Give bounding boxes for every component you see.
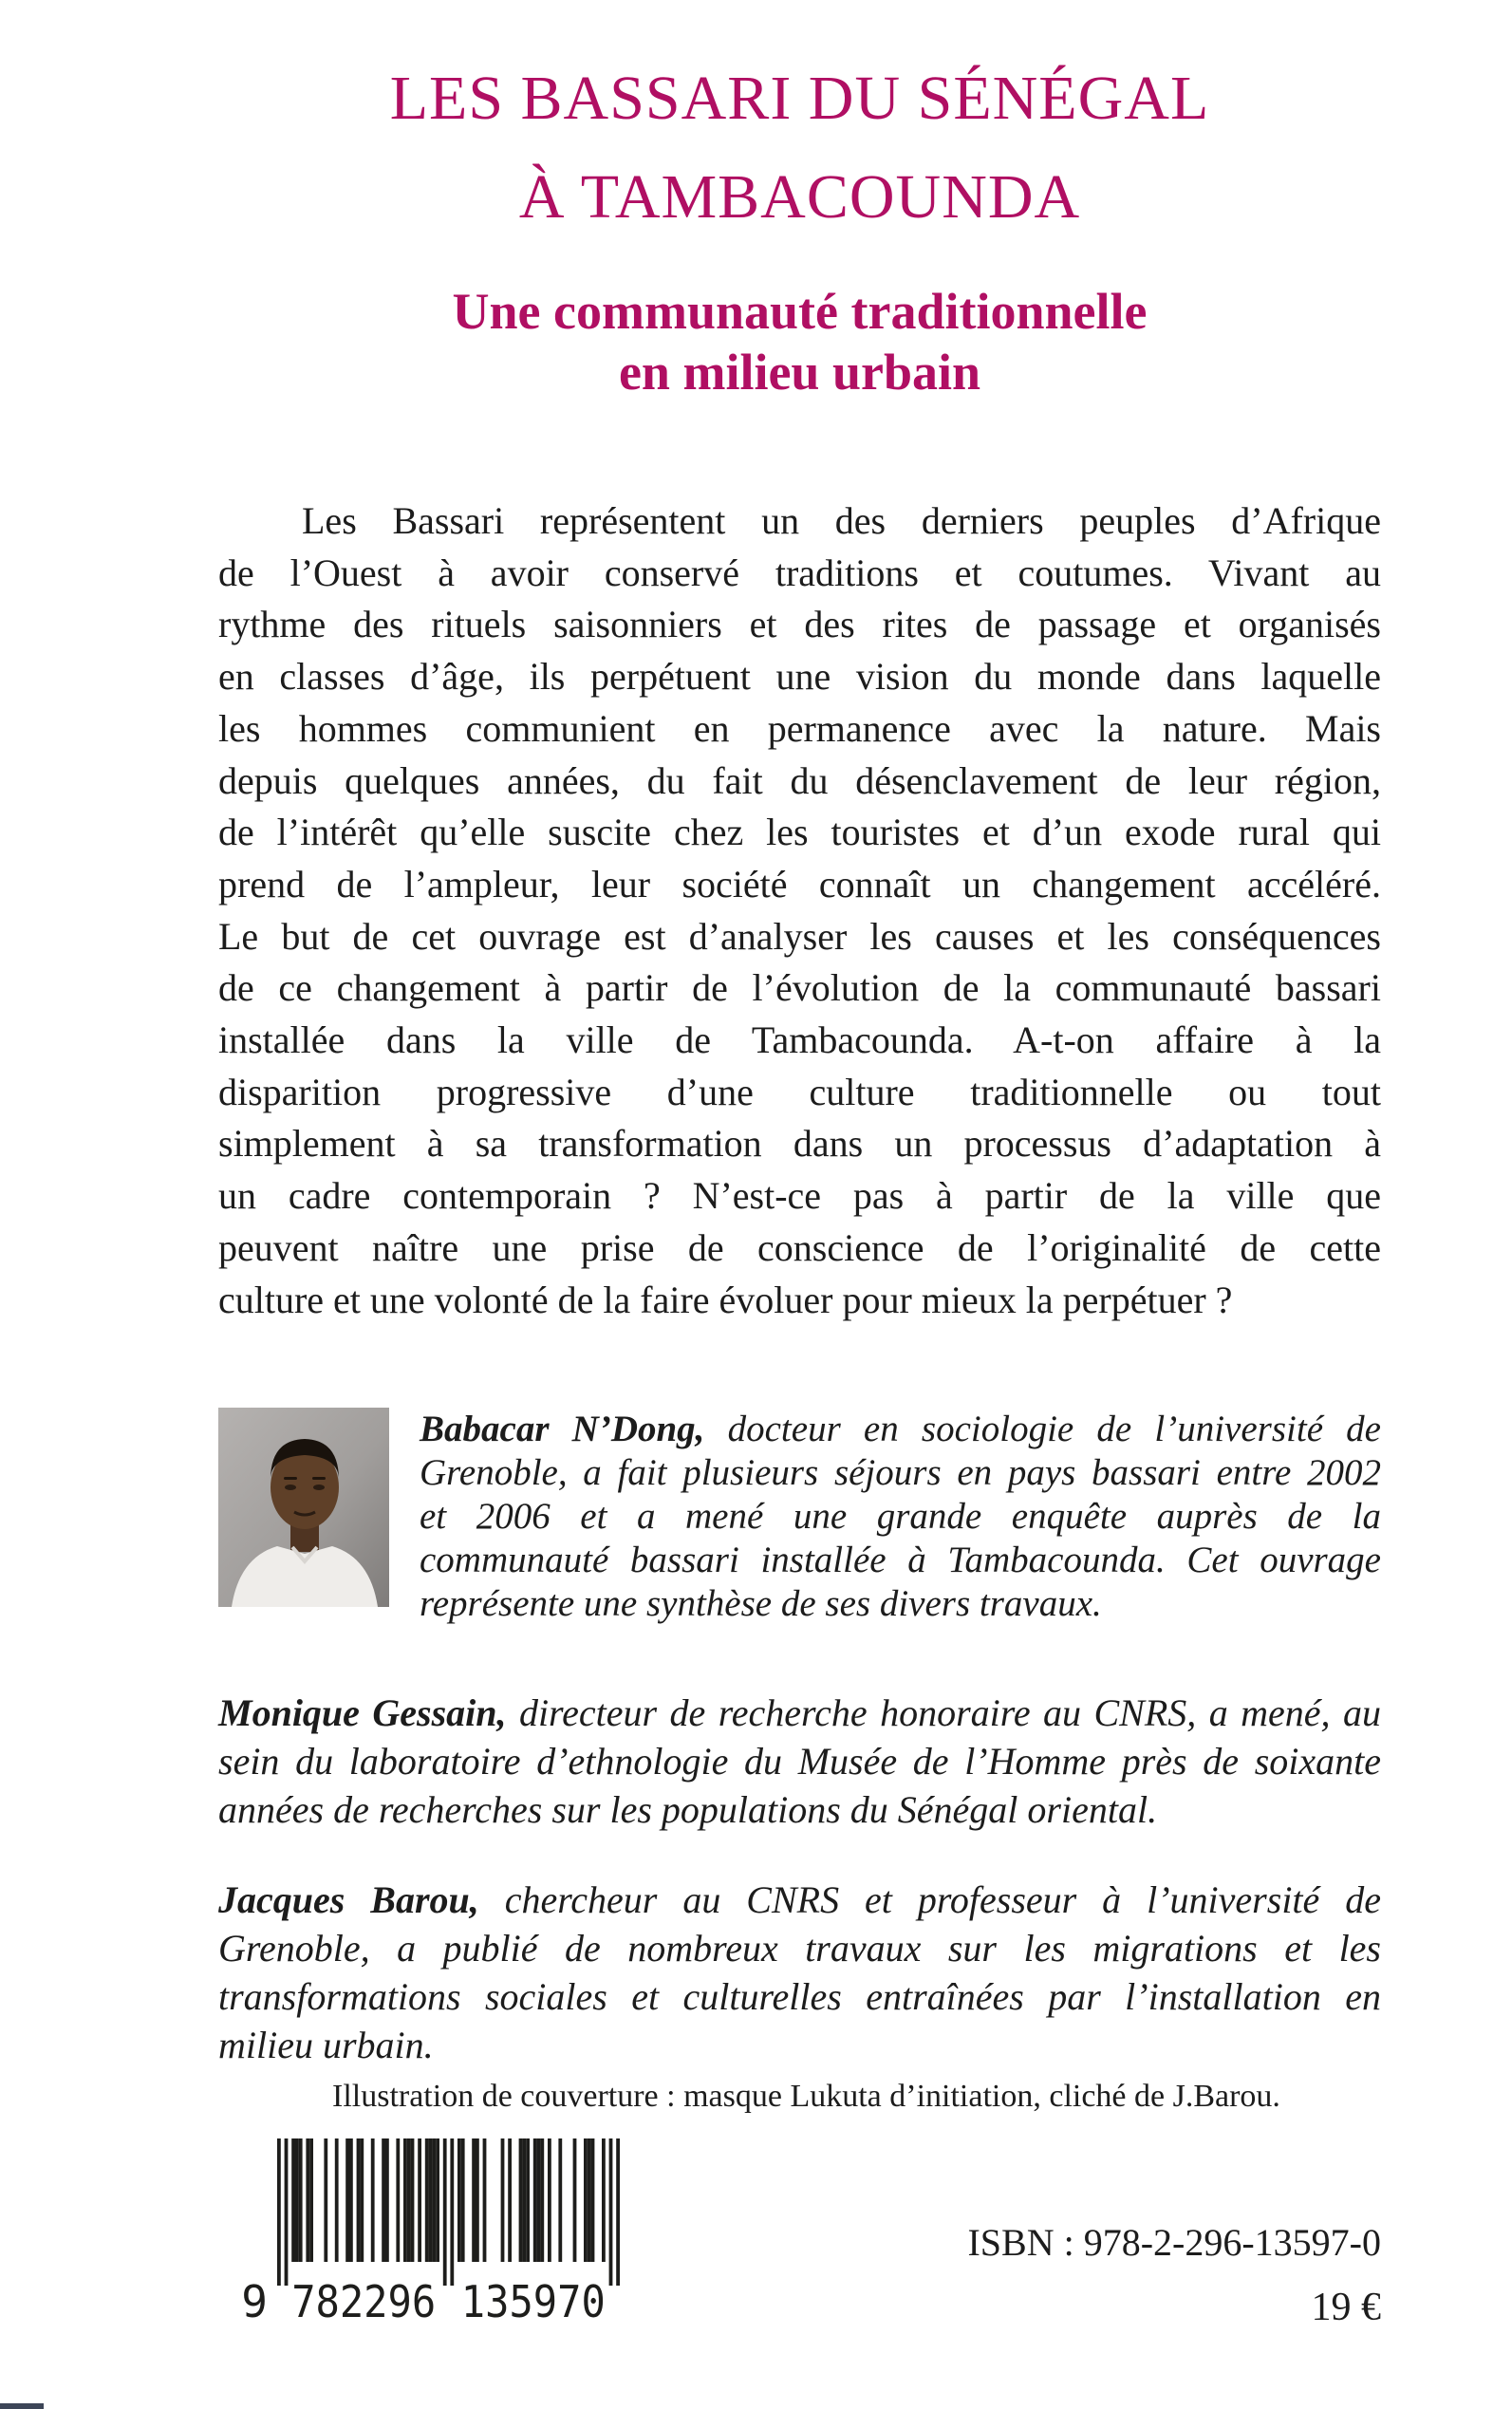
text-line: Jacques Barou, chercheur au CNRS et professeur à l’université de [218,1878,1381,1922]
author-name: Monique Gessain, [218,1691,507,1735]
text-line: simplement à sa transformation dans un processus d’adaptation à [218,1122,1381,1166]
ean13-barcode [220,2138,628,2325]
author-photo [218,1408,389,1607]
author-bio-babacar-ndong [420,1408,1381,1626]
text-line: Monique Gessain, directeur de recherche honoraire au CNRS, a mené, au [218,1691,1381,1735]
text-line: milieu urbain. [218,2024,434,2067]
barcode-digits-right: 135970 [460,2276,606,2325]
book-title-line-2: À TAMBACOUNDA [518,162,1081,232]
price-text: 19 € [1311,2286,1381,2329]
author-bio-monique-gessain [218,1689,1381,1834]
text-line: Les Bassari représentent un des derniers peuples d’Afrique [302,499,1381,542]
text-line: culture et une volonté de la faire évoluer pour mieux la perpétuer ? [218,1278,1233,1321]
barcode-graphic [220,2138,628,2325]
text-line: en classes d’âge, ils perpétuent une vision du monde dans laquelle [218,655,1381,699]
text-line: installée dans la ville de Tambacounda. A-t-on affaire à la [218,1018,1381,1062]
author-bio-jacques-barou [218,1876,1381,2069]
author-bio-row [218,1408,1381,1626]
text-line: représente une synthèse de ses divers travaux. [420,1583,1102,1625]
book-subtitle-line-2: en milieu urbain [618,344,981,401]
corner-mark [0,2403,44,2409]
text-line: communauté bassari installée à Tambacounda. Cet ouvrage [420,1540,1381,1581]
book-subtitle-line-1: Une communauté traditionnelle [452,283,1148,340]
text-line: depuis quelques années, du fait du désenclavement de leur région, [218,758,1381,802]
text-line: et 2006 et a mené une grande enquête auprès de la [420,1496,1381,1538]
text-line: rythme des rituels saisonniers et des rites de passage et organisés [218,603,1381,646]
text-line: Grenoble, a publié de nombreux travaux sur les migrations et les [218,1927,1381,1970]
text-line: peuvent naître une prise de conscience de l’originalité de cette [218,1225,1381,1269]
author-name: Babacar N’Dong, [420,1409,705,1450]
barcode-digit-lead: 9 [241,2276,268,2325]
book-title [218,49,1381,247]
text-line: transformations sociales et culturelles entraînées par l’installation en [218,1975,1381,2019]
book-subtitle [218,281,1381,402]
text-line: Babacar N’Dong, docteur en sociologie de l’université de [420,1409,1381,1450]
barcode-digits-left: 782296 [291,2276,437,2325]
text-line: disparition progressive d’une culture traditionnelle ou tout [218,1070,1381,1113]
text-line: un cadre contemporain ? N’est-ce pas à partir de la ville que [218,1174,1381,1218]
text-line: prend de l’ampleur, leur société connaît un changement accéléré. [218,862,1381,906]
synopsis-paragraph [218,495,1381,1326]
text-line: de l’intérêt qu’elle suscite chez les touristes et d’un exode rural qui [218,811,1381,854]
text-line: les hommes communient en permanence avec la nature. Mais [218,706,1381,750]
text-line: Le but de cet ouvrage est d’analyser les causes et les conséquences [218,914,1381,958]
text-line: Grenoble, a fait plusieurs séjours en pays bassari entre 2002 [420,1452,1381,1494]
cover-illustration-credit: Illustration de couverture : masque Lukuta d’initiation, cliché de J.Barou. [332,2079,1280,2115]
author-portrait-illustration [218,1408,389,1607]
isbn-text: ISBN : 978-2-296-13597-0 [967,2221,1381,2264]
text-line: de ce changement à partir de l’évolution de la communauté bassari [218,966,1381,1010]
text-line: de l’Ouest à avoir conservé traditions et coutumes. Vivant au [218,551,1381,594]
isbn-price-block [967,2219,1381,2331]
author-name: Jacques Barou, [218,1878,479,1922]
text-line: sein du laboratoire d’ethnologie du Musée de l’Homme près de soixante [218,1740,1381,1783]
text-line: années de recherches sur les populations du Sénégal oriental. [218,1788,1158,1832]
book-title-line-1: LES BASSARI DU SÉNÉGAL [389,64,1210,133]
